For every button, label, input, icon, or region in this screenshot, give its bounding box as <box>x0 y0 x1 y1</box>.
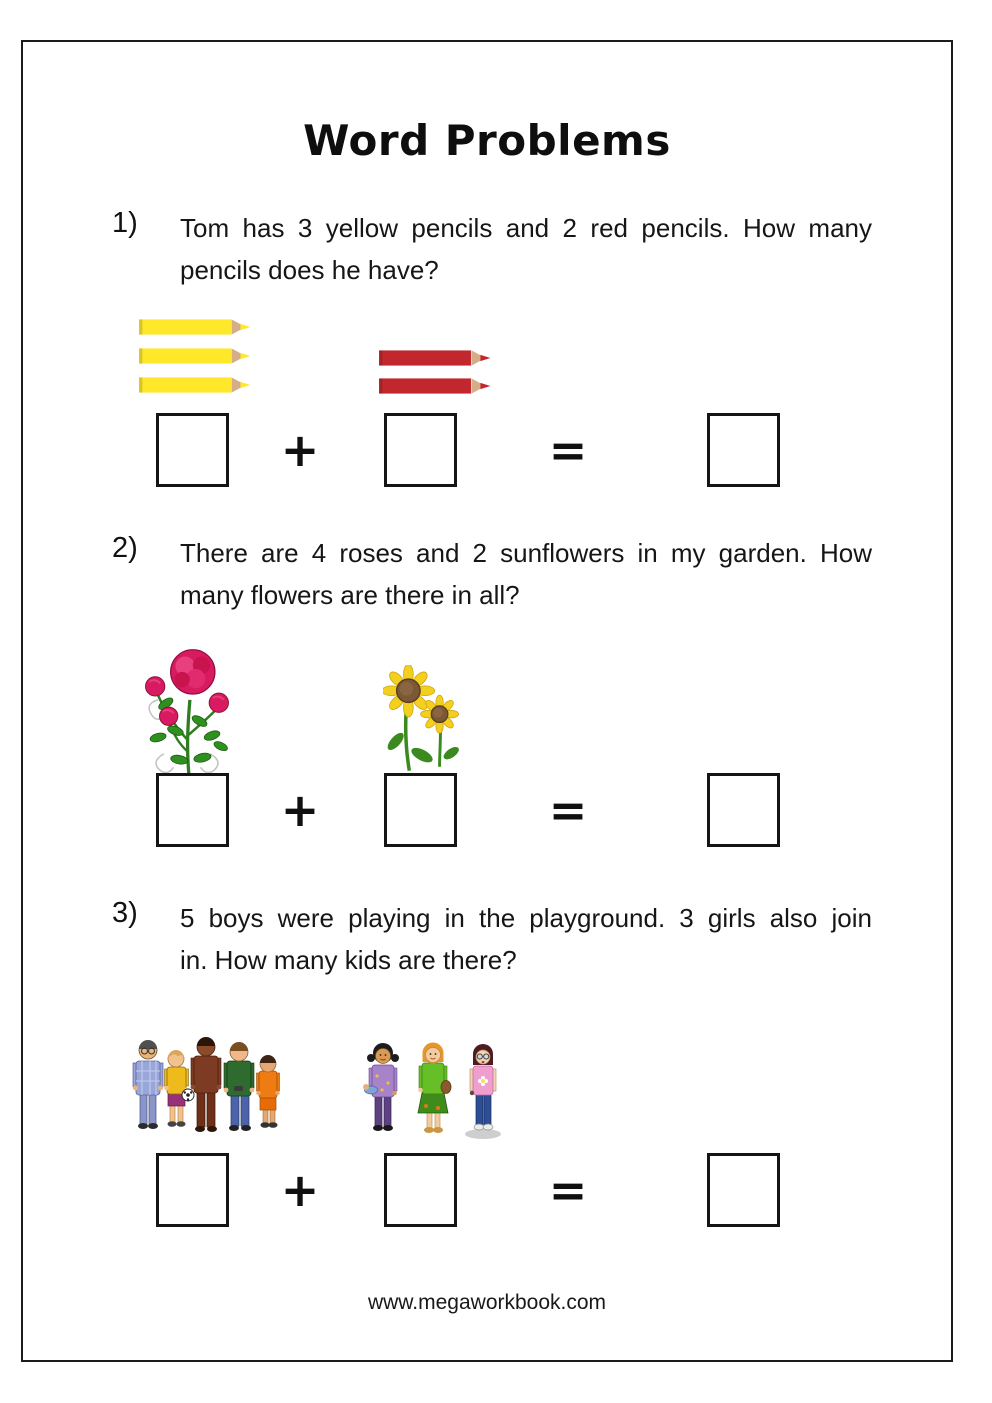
answer-box-problem3-addend2[interactable] <box>384 1153 457 1227</box>
problem-2-line-2: many flowers are there in all? <box>180 580 520 610</box>
plus-sign: + <box>280 1163 320 1217</box>
boy-figure-3 <box>191 1037 222 1132</box>
boy-figure-2 <box>164 1050 194 1127</box>
boy-figure-5 <box>256 1055 279 1128</box>
red-pencil-icon <box>377 349 492 367</box>
answer-box-problem3-sum[interactable] <box>707 1153 780 1227</box>
problem-1-text <box>180 207 872 291</box>
boy-figure-4 <box>224 1042 255 1131</box>
plus-sign: + <box>280 783 320 837</box>
problem-2-number: 2) <box>112 532 138 564</box>
problem-1-number: 1) <box>112 207 138 239</box>
girl-figure-1 <box>363 1043 399 1131</box>
sunflowers-icon <box>383 665 461 775</box>
answer-box-problem1-addend1[interactable] <box>156 413 229 487</box>
problem-1-line-2: pencils does he have? <box>180 255 439 285</box>
plus-sign: + <box>280 423 320 477</box>
yellow-pencil-icon <box>137 376 252 394</box>
problem-3-line-2: in. How many kids are there? <box>180 945 517 975</box>
answer-box-problem3-addend1[interactable] <box>156 1153 229 1227</box>
answer-box-problem1-sum[interactable] <box>707 413 780 487</box>
sunflower-small <box>421 695 459 733</box>
answer-box-problem1-addend2[interactable] <box>384 413 457 487</box>
equals-sign: = <box>548 1163 588 1217</box>
boy-figure-1 <box>133 1040 163 1129</box>
problem-2-line-1: There are 4 roses and 2 sunflowers in my garden. How <box>180 538 872 568</box>
rose-bush-icon <box>138 642 236 777</box>
girl-figure-3 <box>465 1044 501 1139</box>
answer-box-problem2-addend1[interactable] <box>156 773 229 847</box>
sunflower-large <box>383 665 435 717</box>
problem-3-number: 3) <box>112 897 138 929</box>
yellow-pencil-icon <box>137 347 252 365</box>
problem-3-text <box>180 897 872 981</box>
boys-group-icon <box>128 1033 283 1138</box>
equals-sign: = <box>548 783 588 837</box>
answer-box-problem2-addend2[interactable] <box>384 773 457 847</box>
answer-box-problem2-sum[interactable] <box>707 773 780 847</box>
yellow-pencil-icon <box>137 318 252 336</box>
problem-1-line-1: Tom has 3 yellow pencils and 2 red pencils. How many <box>180 213 872 243</box>
page-title: Word Problems <box>303 116 671 165</box>
problem-2-text <box>180 532 872 616</box>
red-pencil-icon <box>377 377 492 395</box>
equals-sign: = <box>548 423 588 477</box>
problem-3-line-1: 5 boys were playing in the playground. 3 girls also join <box>180 903 872 933</box>
girls-group-icon <box>358 1038 508 1141</box>
website-footer: www.megaworkbook.com <box>367 1291 607 1314</box>
girl-figure-2 <box>418 1043 451 1134</box>
